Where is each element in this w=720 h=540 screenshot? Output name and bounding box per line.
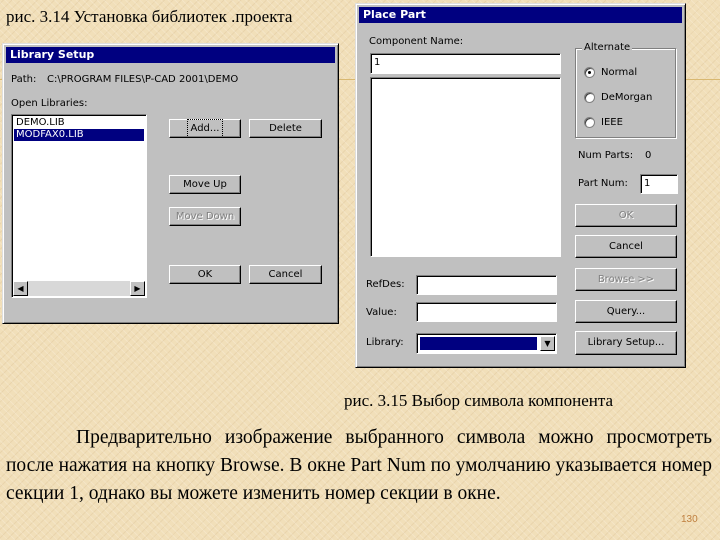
radio-ieee-label[interactable]: IEEE (601, 117, 623, 128)
move-up-button[interactable]: Move Up (169, 175, 241, 194)
cancel-button[interactable]: Cancel (249, 265, 322, 284)
cancel-button[interactable]: Cancel (575, 235, 677, 258)
open-libraries-list[interactable] (11, 114, 147, 298)
scroll-left-icon[interactable]: ◀ (13, 281, 28, 296)
refdes-input[interactable] (416, 275, 557, 295)
delete-button[interactable]: Delete (249, 119, 322, 138)
browse-button[interactable]: Browse >> (575, 268, 677, 291)
part-num-input[interactable]: 1 (640, 174, 678, 194)
ok-button[interactable]: OK (169, 265, 241, 284)
paragraph-text: Предварительно изображение выбранного символа можно просмотреть после нажатия на кнопку Browse. В окне Part Num по умолчанию указывается номер секции 1, однако вы можете изменить номер секции в окне. (6, 427, 712, 504)
component-list[interactable] (370, 77, 561, 257)
library-label: Library: (366, 337, 404, 348)
radio-normal[interactable] (584, 67, 595, 78)
alternate-group-title: Alternate (584, 42, 631, 53)
refdes-label: RefDes: (366, 279, 405, 290)
page-number: 130 (681, 514, 698, 525)
num-parts-label: Num Parts: (578, 150, 634, 161)
path-label: Path: (11, 74, 37, 85)
library-setup-button[interactable]: Library Setup... (575, 331, 677, 355)
part-num-label: Part Num: (578, 178, 628, 189)
library-setup-dialog (2, 43, 339, 324)
place-part-titlebar: Place Part (359, 7, 682, 23)
library-select[interactable] (416, 333, 557, 354)
component-name-label: Component Name: (369, 36, 464, 47)
library-select-highlight (420, 337, 537, 350)
radio-normal-label[interactable]: Normal (601, 67, 638, 78)
library-setup-titlebar: Library Setup (6, 47, 335, 63)
ok-button[interactable]: OK (575, 204, 677, 227)
radio-ieee[interactable] (584, 117, 595, 128)
value-label: Value: (366, 307, 397, 318)
figure-caption-library-setup: рис. 3.14 Установка библиотек .проекта (6, 7, 293, 26)
path-value: C:\PROGRAM FILES\P-CAD 2001\DEMO (47, 74, 239, 85)
component-name-input[interactable]: 1 (370, 53, 561, 74)
figure-caption-place-part: рис. 3.15 Выбор символа компонента (344, 391, 614, 410)
radio-selected-dot-icon (588, 71, 591, 74)
place-part-dialog (355, 3, 686, 368)
body-paragraph (6, 424, 712, 508)
value-input[interactable] (416, 302, 557, 322)
move-down-button[interactable]: Move Down (169, 207, 241, 226)
list-item[interactable]: DEMO.LIB (16, 117, 65, 128)
horizontal-scrollbar[interactable] (13, 281, 145, 296)
add-button[interactable]: Add... (169, 119, 241, 138)
open-libraries-label: Open Libraries: (11, 98, 88, 109)
radio-demorgan[interactable] (584, 92, 595, 103)
list-item[interactable]: MODFAX0.LIB (14, 129, 144, 141)
query-button[interactable]: Query... (575, 300, 677, 323)
chevron-down-icon[interactable]: ▼ (540, 336, 555, 351)
num-parts-value: 0 (645, 150, 652, 161)
scroll-right-icon[interactable]: ▶ (130, 281, 145, 296)
radio-demorgan-label[interactable]: DeMorgan (601, 92, 653, 103)
